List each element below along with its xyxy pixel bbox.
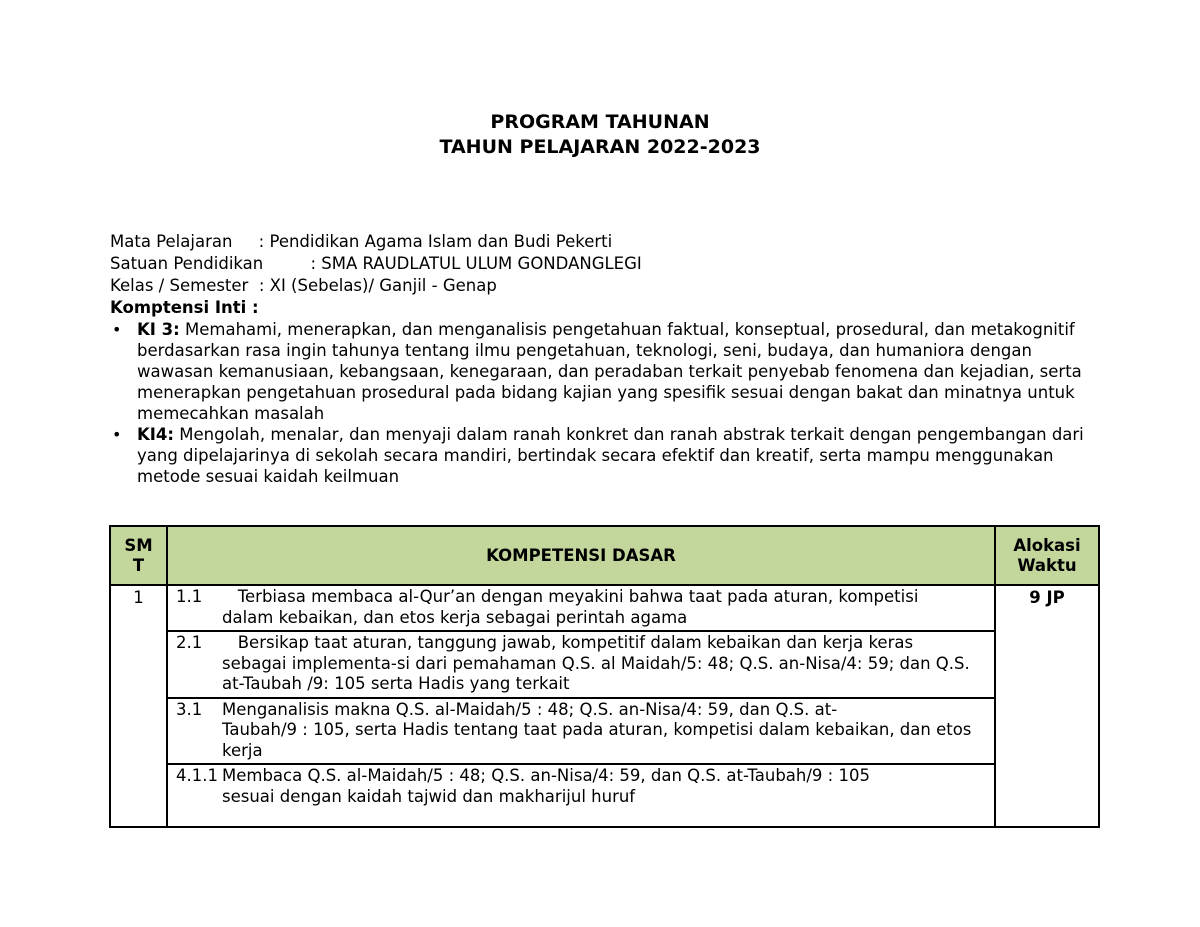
header-kompetensi-dasar: KOMPETENSI DASAR xyxy=(167,526,995,585)
ki-heading-text: Komptensi Inti : xyxy=(110,298,259,317)
kd-text-first: Menganalisis makna Q.S. al-Maidah/5 : 48; Q.S. an-Nisa/4: 59, dan Q.S. at- xyxy=(222,699,838,719)
ki-text: Memahami, menerapkan, dan menganalisis pengetahuan faktual, konseptual, prosedural, dan metakognitif berdasarkan rasa ingin tahunya tentang ilmu pengetahuan, teknologi, seni, budaya, dan humaniora dengan wawasan kemanusiaan, kebangsaan, kenegaraan, dan peradaban terkait penyebab fenomena dan kejadian, serta menerapkan pengetahuan prosedural pada bidang kajian yang spesifik sesuai dengan bakat dan minatnya untuk memecahkan masalah xyxy=(137,320,1082,423)
ki-label: KI4: xyxy=(137,425,175,444)
kd-cell xyxy=(167,585,995,827)
kd-text-first: Bersikap taat aturan, tanggung jawab, kompetitif dalam kebaikan dan kerja keras xyxy=(222,633,914,652)
alokasi-value: 9 JP xyxy=(995,585,1099,827)
kd-number: 3.1 xyxy=(176,699,203,719)
kd-text-rest: dalam kebaikan, dan etos kerja sebagai perintah agama xyxy=(222,607,688,627)
kd-text-rest: sebagai implementa-si dari pemahaman Q.S. al Maidah/5: 48; Q.S. an-Nisa/4: 59; dan Q.S. at-Taubah /9: 105 serta Hadis yang terkait xyxy=(222,653,970,693)
satuan-pendidikan: Satuan Pendidikan : SMA RAUDLATUL ULUM GONDANGLEGI xyxy=(110,254,642,273)
kd-number: 2.1 xyxy=(176,633,203,652)
kd-text-rest: Taubah/9 : 105, serta Hadis tentang taat pada aturan, kompetisi dalam kebaikan, dan etos kerja xyxy=(222,720,972,760)
kd-item xyxy=(168,699,994,766)
table-row xyxy=(110,585,1099,827)
ki-heading xyxy=(110,297,1110,319)
mata-pelajaran: Mata Pelajaran : Pendidikan Agama Islam dan Budi Pekerti xyxy=(110,232,613,251)
ki-item xyxy=(110,424,1110,487)
kelas-semester: Kelas / Semester : XI (Sebelas)/ Ganjil - Genap xyxy=(110,276,497,295)
kd-text-first: Membaca Q.S. al-Maidah/5 : 48; Q.S. an-Nisa/4: 59, dan Q.S. at-Taubah/9 : 105 xyxy=(222,766,870,785)
kd-item xyxy=(168,765,994,826)
document-title xyxy=(0,110,1200,160)
kd-number: 1.1 xyxy=(176,587,203,606)
kd-number: 4.1.1 xyxy=(176,766,218,785)
ki-label: KI 3: xyxy=(137,320,180,339)
bullet-icon: • xyxy=(112,425,122,444)
header-alokasi-line1: Alokasi xyxy=(1013,535,1081,555)
kd-text-rest: sesuai dengan kaidah tajwid dan makharijul huruf xyxy=(222,786,636,806)
header-smt-line1: SM xyxy=(124,535,153,555)
header-smt xyxy=(110,526,167,585)
table-header-row xyxy=(110,526,1099,585)
kompetensi-table xyxy=(109,525,1100,828)
bullet-icon: • xyxy=(112,320,122,339)
ki-text: Mengolah, menalar, dan menyaji dalam ranah konkret dan ranah abstrak terkait dengan pengembangan dari yang dipelajarinya di sekolah secara mandiri, bertindak secara efektif dan kreatif, serta mampu menggunakan metode sesuai kaidah keilmuan xyxy=(137,425,1084,486)
ki-item xyxy=(110,319,1110,424)
ki-list xyxy=(110,319,1110,487)
header-smt-line2: T xyxy=(132,555,145,575)
title-line-2: TAHUN PELAJARAN 2022-2023 xyxy=(439,136,761,158)
kd-item xyxy=(168,586,994,632)
kd-item xyxy=(168,632,994,699)
kd-text-first: Terbiasa membaca al-Qur’an dengan meyakini bahwa taat pada aturan, kompetisi xyxy=(222,587,919,606)
header-alokasi xyxy=(995,526,1099,585)
info-block xyxy=(110,231,1110,487)
header-alokasi-line2: Waktu xyxy=(1017,555,1077,575)
title-line-1: PROGRAM TAHUNAN xyxy=(490,111,710,133)
smt-value: 1 xyxy=(110,585,167,827)
